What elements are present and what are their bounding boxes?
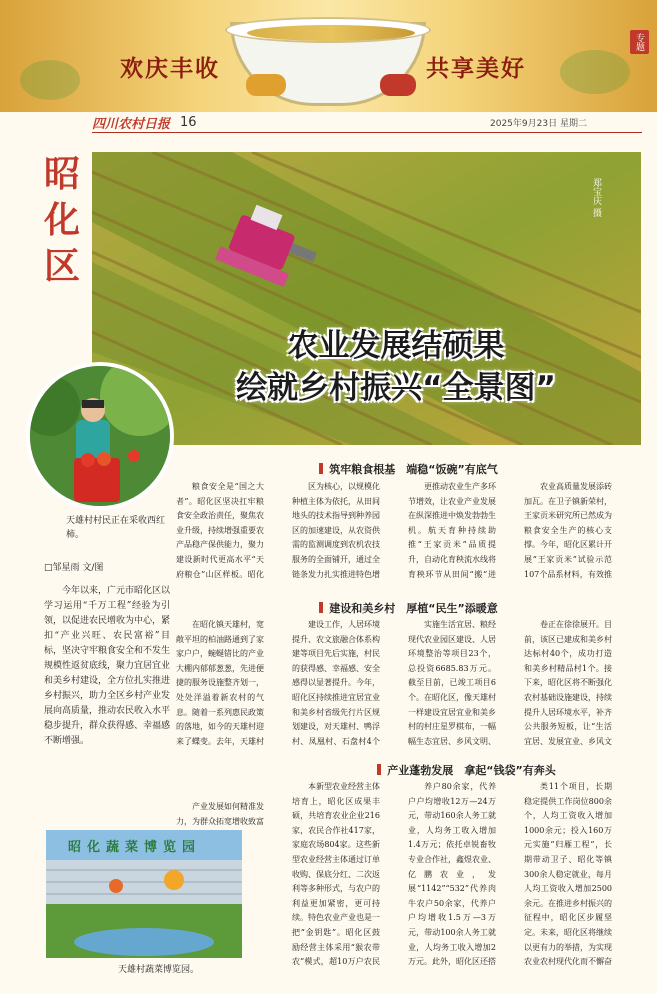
section-heading-text: 产业蓬勃发展 拿起“钱袋”有奔头: [387, 764, 556, 777]
section-1-column-4: 农业高质量发展添砖加瓦。在卫子镇新荣村，王家贡米研究所已然成为粮食安全生产的核心支撑。今年，昭化区累计开展“王家贡米”试验示范107个品系材料，有效推: [524, 482, 612, 579]
pepper-illustration: [380, 74, 416, 96]
photo-credit: 郑宝庆 摄: [591, 178, 601, 217]
paper-logo: 四川农村日报: [92, 116, 171, 132]
section-2-column-1: 在昭化镇天雄村，宽敞平坦的柏油路通到了家家户户，蜿蜒错比的产业大棚内郁郁葱葱，先进便捷的服务设施整齐划一，处处洋溢着新农村的气息。随着一系列惠民政策的落地，如今的天雄村迎来了蝶变。去年，天雄村: [176, 620, 264, 746]
section-1-column-3: 更推动农业生产多环节增效，让农业产业发展在纵深推进中焕发勃勃生机。航天育种持续助推“王家贡米”品质提升，自动化育秧流水线将育秧环节从田间“搬”进: [408, 482, 496, 579]
issue-date: 2025年9月23日 星期二: [490, 119, 587, 129]
page-number: 16: [180, 114, 197, 130]
expo-sign: 昭化蔬菜博览园: [68, 840, 202, 855]
section-2-column-2: 建设工作，人居环境提升、农文旅融合体系构建等项目先后实施，村民的获得感、幸福感、安全感得以显著提升。今年，昭化区持续推进宜居宜业和美乡村省级先行片区规划建设，对天雄村、鸭浮村、凤凰村、石盘村4个: [292, 620, 380, 746]
byline: □邹星雨 文/图: [44, 563, 104, 573]
headline-line-1: 农业发展结硕果: [287, 328, 505, 364]
section-3-column-2: 养户80余家，代养户户均增收12万—24万元，带动160余人务工就业，人均务工收入增加1.4万元；依托卓锐畜牧专业合作社，鑫煜农业、亿鹏农业，发展“1142”“532”代养肉牛农户50余家，代养户户均增收1.5万—3万元，带动100余人务工就业，人均务工收入增加2万元。此外，昭化区还搭: [408, 782, 496, 967]
section-1-column-2: 区为核心，以规模化种植主体为依托，从田间地头的技术指导到种养园区的加速建设，从农资供需的监测调度到农机农技服务的全面铺开，通过全链条发力扎实推进特色增: [292, 482, 380, 579]
section-1-column-1: 粮食安全是“国之大者”。昭化区坚决扛牢粮食安全政治责任，聚焦农业升级，持续增强重要农产品稳产保供能力，聚力建设新时代更高水平“天府粮仓”山区样板。昭化: [176, 482, 264, 579]
section-heading-1: [176, 461, 641, 479]
intro-paragraph: 今年以来，广元市昭化区以学习运用“千万工程”经验为引领，以促进农民增收为中心，紧扣“产业兴旺、农民富裕”目标，坚决守牢粮食安全和不发生规模性返贫底线，聚力宜居宜业和美乡村建设，全方位扎实推进乡村振兴，助力全区乡村产业发展向高质量，推动农民收入水平稳步提升，群众获得感、幸福感不断增强。: [44, 586, 171, 746]
headline-line-2: 绘就乡村振兴“全景图”: [236, 370, 556, 406]
section-heading-3: [292, 762, 641, 780]
festival-banner: [0, 0, 657, 112]
corn-illustration: [246, 74, 286, 96]
vegetable-expo-photo: [46, 830, 242, 958]
section-heading-text: 建设和美乡村 厚植“民生”添暖意: [329, 602, 498, 615]
section-3-column-1: 本新型农业经营主体培育上，昭化区成果丰硕，共培育农业企业216家，农民合作社417家，家庭农场804家。这些新型农业经营主体通过订单收购、保底分红、二次返利等多种形式，与农户的利益更加紧密，更可持续。特色农业产业也是一把“金钥匙”。昭化区鼓励经营主体采用“猴农带农”模式，超10万户农民: [292, 782, 380, 967]
leaf-decoration: [560, 50, 630, 94]
circle-photo-caption: 天雄村村民正在采收西红柿。: [66, 516, 166, 540]
slogan-left: 欢庆丰收: [120, 56, 220, 82]
section-heading-2: [176, 600, 641, 618]
expo-photo-caption: 天雄村蔬菜博览园。: [118, 965, 200, 975]
district-text: 昭化区: [43, 154, 80, 287]
leaf-decoration: [20, 60, 80, 100]
section-2-column-3: 实施生活宜居、粮经现代农业园区建设、人居环境整治等项目23个，总投资6685.83万元。截至目前，已竣工项目6个。在昭化区，像天雄村一样建设宜居宜业和美乡村的村庄星罗棋布，一幅幅生态宜居、乡风文明、: [408, 620, 496, 746]
slogan-right: 共享美好: [426, 56, 526, 82]
district-label: [40, 152, 84, 290]
section-heading-text: 筑牢粮食根基 端稳“饭碗”有底气: [329, 463, 498, 476]
tomato-harvest-photo: [26, 362, 174, 510]
masthead: [92, 112, 197, 132]
section-3-column-3: 类11个项目，长期稳定提供工作岗位800余个，人均工资收入增加1000余元；投入160万元实施“归雁工程”，长期带动卫子、昭化等镇300余人稳定就业，每月人均工资收入增加2500余元。在推进乡村振兴的征程中，昭化区步履坚定。未来，昭化区将继续以更有力的举措，为实现农业农村现代化而不懈奋: [524, 782, 612, 967]
special-tag: 专题: [630, 30, 649, 54]
header-rule: [92, 132, 642, 133]
left-lower-text: 产业发展如何精准发力，为群众拓宽增收致富: [176, 802, 264, 826]
section-2-column-4: 卷正在徐徐展开。目前，该区已建成和美乡村达标村40个，成功打造和美乡村精品村1个。接下来，昭化区将不断强化农村基础设施建设，持续提升人居环境水平，补齐公共服务短板，让“生活宜居、发展宜业、乡风文: [524, 620, 612, 746]
